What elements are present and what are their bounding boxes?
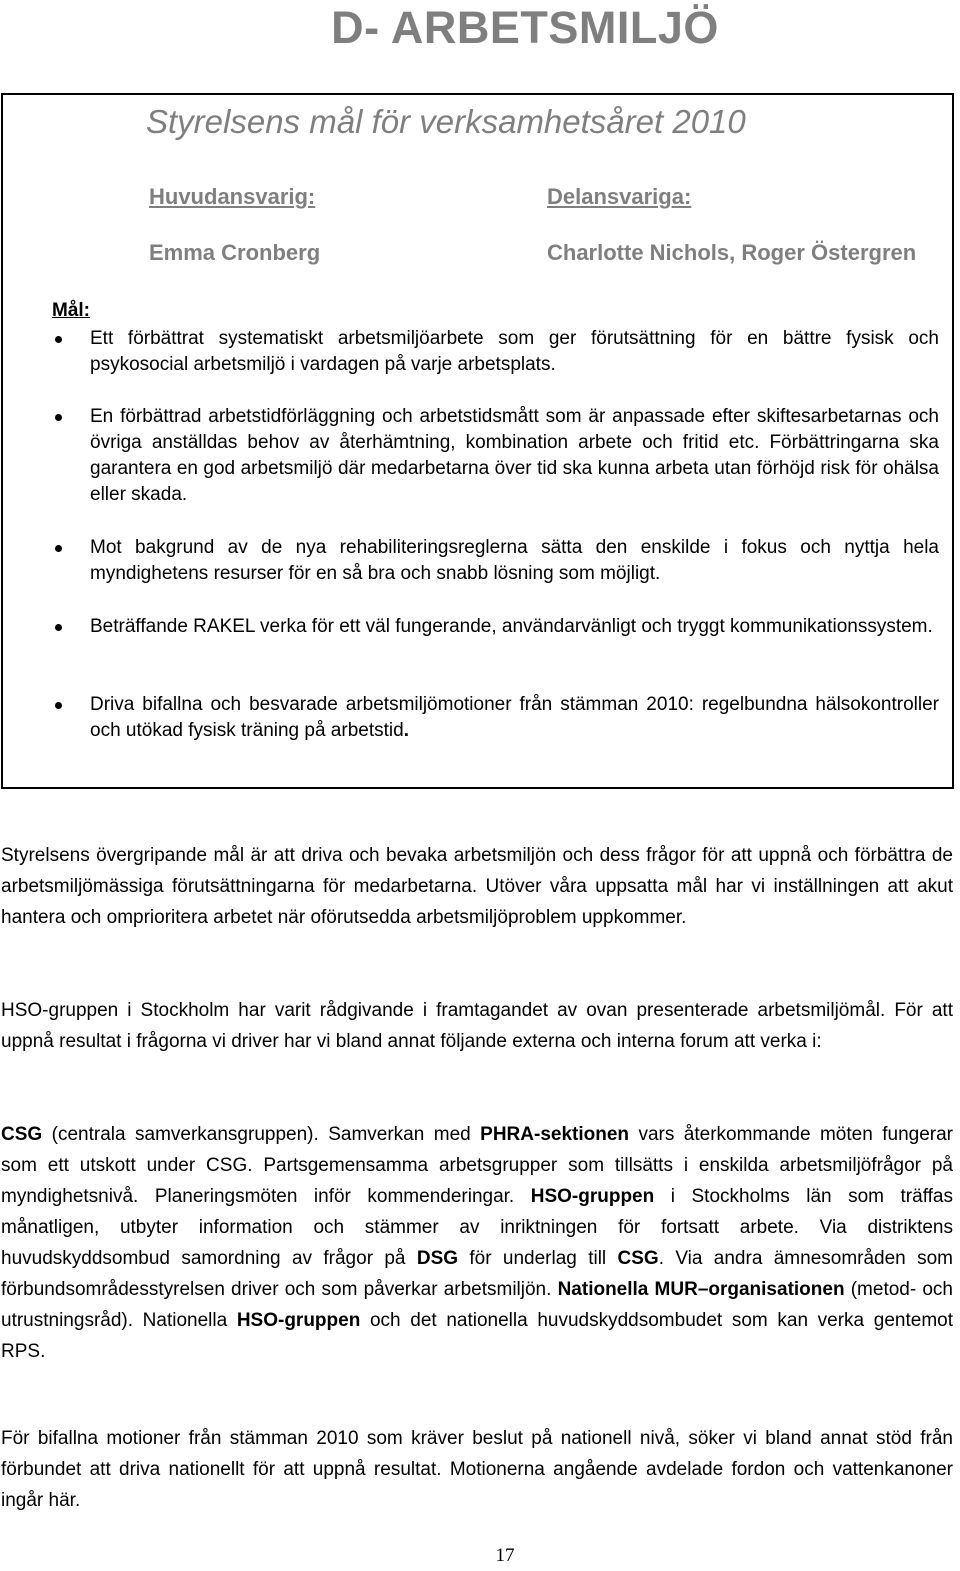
bold-term: HSO-gruppen [236,1310,361,1331]
text-run: för underlag till [458,1248,618,1269]
responsible-label: Huvudansvarig: [149,184,316,209]
goal-item [90,326,939,378]
bold-term: HSO-gruppen [530,1186,655,1207]
goal-text: Driva bifallna och besvarade arbetsmiljömotioner från stämman 2010: regelbundna hälsokontroller och utökad fysisk träning på arbetstid [90,694,939,741]
goal-item [90,404,939,508]
goals-box-title: Styrelsens mål för verksamhetsåret 2010 [146,103,746,140]
co-responsible-label: Delansvariga: [547,184,692,209]
body-paragraph: Styrelsens övergripande mål är att driva och bevaka arbetsmiljön och dess frågor för att uppnå och förbättra de arbetsmiljömässiga förutsättningarna för medarbetarna. Utöver våra uppsatta mål har vi inställningen att akut hantera och omprioritera arbetet när oförutsedda arbetsmiljöproblem uppkommer. [1,845,953,928]
bullet-icon [55,702,62,709]
text-run: i Stockholms län som träffas månatligen, utbyter information och stämmer av inriktningen för fortsatt arbete. Via distriktens huvudskyddsombud samordning av frågor på [1,1186,953,1269]
goal-item [90,692,939,744]
bold-term: CSG [617,1248,659,1269]
text-run: och det nationella huvudskyddsombudet som kan verka gentemot RPS. [1,1310,953,1362]
text-run: (centrala samverkansgruppen). Samverkan med [42,1124,481,1145]
bullet-icon [55,545,62,552]
goal-text: Beträffande RAKEL verka för ett väl fungerande, användarvänligt och tryggt kommunikationssystem. [90,616,933,637]
goal-text: Ett förbättrat systematiskt arbetsmiljöarbete som ger förutsättning för en bättre fysisk och psykosocial arbetsmiljö i vardagen på varje arbetsplats. [90,328,939,375]
goals-label: Mål: [52,300,90,321]
body-paragraph: För bifallna motioner från stämman 2010 som kräver beslut på nationell nivå, söker vi bland annat stöd från förbundet att driva nationellt för att uppnå resultat. Motionerna angående avdelade fordon och vattenkanoner ingår här. [1,1428,953,1511]
bold-term: DSG [416,1248,459,1269]
bullet-icon [55,624,62,631]
body-paragraph-forums [1,1119,953,1367]
goal-item [90,535,939,587]
goal-item [90,614,939,640]
responsible-name: Emma Cronberg [149,240,321,265]
goal-text-end: . [403,720,409,741]
co-responsible-names: Charlotte Nichols, Roger Östergren [547,240,917,265]
bold-term: Nationella MUR–organisationen [557,1279,845,1300]
page-number: 17 [495,1545,515,1566]
goal-text: Mot bakgrund av de nya rehabiliteringsreglerna sätta den enskilde i fokus och nyttja hela myndighetens resurser för en så bra och snabb lösning som möjligt. [90,537,939,584]
text-run: . Via andra ämnesområden som förbundsområdesstyrelsen driver och som påverkar arbetsmiljön. [1,1248,953,1300]
text-run: (metod- och utrustningsråd). Nationella [1,1279,953,1331]
text-run: vars återkommande möten fungerar som ett utskott under CSG. Partsgemensamma arbetsgrupper som tillsätts i enskilda arbetsmiljöfrågor på myndighetsnivå. Planeringsmöten inför kommenderingar. [1,1124,953,1207]
bullet-icon [55,414,62,421]
page-title: D- ARBETSMILJÖ [331,2,719,53]
goal-text: En förbättrad arbetstidförläggning och arbetstidsmått som är anpassade efter skiftesarbetarnas och övriga anställdas behov av återhämtning, kombination arbete och fritid etc. Förbättringarna ska garantera en god arbetsmiljö där medarbetarna över tid ska kunna arbeta utan förhöjd risk för ohälsa eller skada. [90,406,939,505]
body-paragraph: HSO-gruppen i Stockholm har varit rådgivande i framtagandet av ovan presenterade arbetsmiljömål. För att uppnå resultat i frågorna vi driver har vi bland annat följande externa och interna forum att verka i: [1,1000,953,1052]
bold-term: PHRA-sektionen [480,1124,630,1145]
bold-term: CSG [1,1124,43,1145]
bullet-icon [55,336,62,343]
